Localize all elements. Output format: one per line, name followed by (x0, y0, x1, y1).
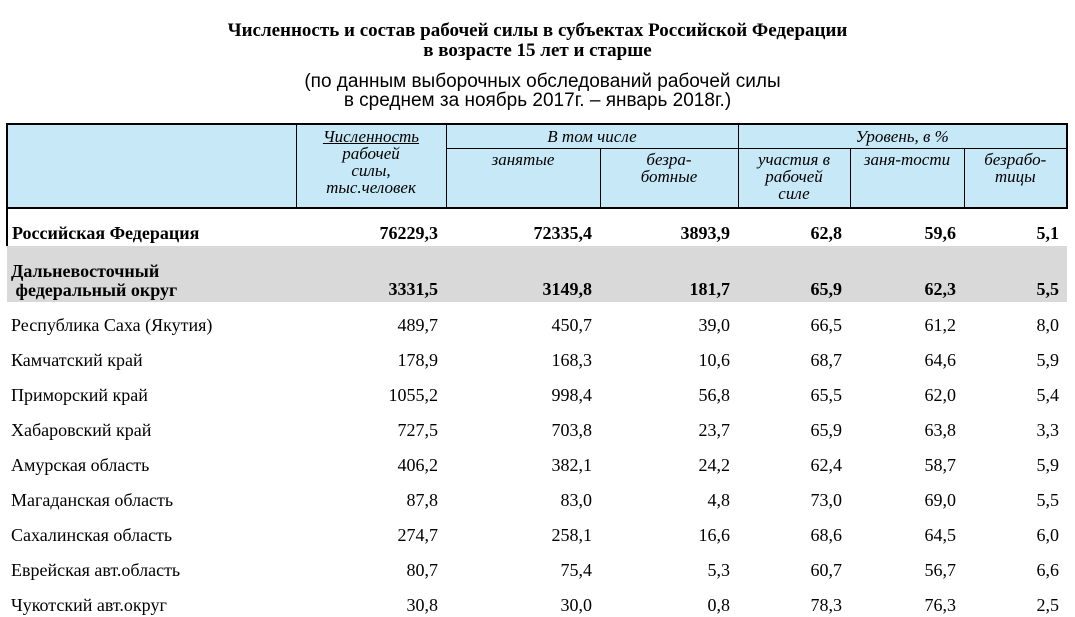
cell-labor-force: 80,7 (406, 560, 438, 580)
cell-employment: 64,6 (924, 350, 956, 370)
cell-unemployed: 3893,9 (680, 223, 730, 243)
cell-unemployment: 6,0 (1036, 525, 1059, 545)
row-name: Хабаровский край (11, 420, 152, 440)
cell-unemployed: 181,7 (600, 246, 738, 302)
cell-unemployed: 10,6 (698, 350, 730, 370)
table-row (7, 337, 1067, 372)
cell-employment: 64,5 (924, 525, 956, 545)
table-row (7, 302, 1067, 337)
cell-labor-force: 30,8 (406, 595, 438, 615)
cell-employed: 703,8 (551, 420, 592, 440)
cell-participation: 62,4 (810, 455, 842, 475)
cell-labor-force: 274,7 (397, 525, 438, 545)
table-row (7, 407, 1067, 442)
cell-unemployment: 5,9 (1036, 455, 1059, 475)
header-labor-force: Численность рабочей силы, тыс.человек (296, 124, 446, 208)
row-name: Чукотский авт.округ (11, 595, 167, 615)
row-name: Сахалинская область (11, 525, 173, 545)
row-name: Республика Саха (Якутия) (11, 315, 213, 335)
row-name: Дальневосточный федеральный округ (7, 246, 296, 302)
cell-employed: 75,4 (560, 560, 592, 580)
cell-unemployment: 5,9 (1036, 350, 1059, 370)
row-name: Еврейская авт.область (11, 560, 181, 580)
table-row-district (7, 246, 1067, 302)
header-unemployment-rate: безрабо- тицы (964, 148, 1067, 208)
cell-unemployment: 5,5 (964, 246, 1067, 302)
cell-unemployed: 23,7 (698, 420, 730, 440)
cell-unemployment: 8,0 (1036, 315, 1059, 335)
cell-unemployment: 3,3 (1036, 420, 1059, 440)
cell-employed: 258,1 (551, 525, 592, 545)
cell-participation: 68,7 (810, 350, 842, 370)
row-name: Камчатский край (11, 350, 143, 370)
cell-labor-force: 489,7 (397, 315, 438, 335)
cell-unemployed: 16,6 (698, 525, 730, 545)
row-name: Российская Федерация (7, 208, 296, 246)
title-line-2: в возрасте 15 лет и старше (423, 40, 652, 61)
table-row (7, 477, 1067, 512)
subtitle-line-1: (по данным выборочных обследований рабочей силы (304, 71, 781, 92)
cell-employed: 168,3 (551, 350, 592, 370)
cell-employment: 69,0 (924, 490, 956, 510)
cell-employed: 382,1 (551, 455, 592, 475)
page-title (0, 20, 1075, 62)
cell-employed: 30,0 (560, 595, 592, 615)
cell-labor-force: 76229,3 (379, 223, 438, 243)
cell-labor-force: 727,5 (397, 420, 438, 440)
table-row (7, 547, 1067, 582)
cell-employment: 62,0 (924, 385, 956, 405)
cell-labor-force: 87,8 (406, 490, 438, 510)
cell-employment: 62,3 (850, 246, 964, 302)
cell-employment: 59,6 (924, 223, 956, 243)
cell-unemployed: 39,0 (698, 315, 730, 335)
cell-participation: 65,5 (810, 385, 842, 405)
cell-unemployed: 24,2 (698, 455, 730, 475)
cell-unemployed: 5,3 (707, 560, 730, 580)
cell-participation: 78,3 (810, 595, 842, 615)
cell-employment: 58,7 (924, 455, 956, 475)
cell-labor-force: 406,2 (397, 455, 438, 475)
cell-participation: 68,6 (810, 525, 842, 545)
cell-participation: 60,7 (810, 560, 842, 580)
header-employed: занятые (446, 148, 600, 208)
cell-participation: 62,8 (810, 223, 842, 243)
cell-participation: 73,0 (810, 490, 842, 510)
cell-employment: 56,7 (924, 560, 956, 580)
cell-unemployed: 0,8 (707, 595, 730, 615)
row-name: Магаданская область (11, 490, 174, 510)
cell-unemployment: 5,5 (1036, 490, 1059, 510)
cell-employed: 450,7 (551, 315, 592, 335)
cell-employed: 72335,4 (533, 223, 592, 243)
table-row (7, 442, 1067, 477)
cell-unemployed: 4,8 (707, 490, 730, 510)
cell-participation: 66,5 (810, 315, 842, 335)
cell-employment: 76,3 (924, 595, 956, 615)
table-row-russia (7, 208, 1067, 246)
cell-participation: 65,9 (810, 420, 842, 440)
cell-employed: 998,4 (551, 385, 592, 405)
cell-labor-force: 1055,2 (388, 385, 438, 405)
cell-employment: 61,2 (924, 315, 956, 335)
subtitle-line-2: в среднем за ноябрь 2017г. – январь 2018г.) (343, 90, 732, 111)
table-row (7, 512, 1067, 547)
title-line-1: Численность и состав рабочей силы в субъектах Российской Федерации (227, 20, 848, 41)
cell-unemployed: 56,8 (698, 385, 730, 405)
row-name: Приморский край (11, 385, 148, 405)
cell-participation: 65,9 (738, 246, 850, 302)
cell-employed: 3149,8 (446, 246, 600, 302)
row-name: Амурская область (11, 455, 150, 475)
cell-employment: 63,8 (924, 420, 956, 440)
labor-force-table (6, 123, 1068, 617)
cell-unemployment: 6,6 (1036, 560, 1059, 580)
cell-employed: 83,0 (560, 490, 592, 510)
header-employment: заня-тости (850, 148, 964, 208)
page-subtitle (0, 71, 1075, 112)
header-group-level: Уровень, в % (738, 124, 1067, 148)
cell-unemployment: 5,4 (1036, 385, 1059, 405)
cell-unemployment: 5,1 (1036, 223, 1059, 243)
cell-unemployment: 2,5 (1036, 595, 1059, 615)
table-row (7, 582, 1067, 617)
table-row (7, 372, 1067, 407)
header-group-including: В том числе (446, 124, 738, 148)
header-region-cell (7, 124, 296, 208)
cell-labor-force: 178,9 (397, 350, 438, 370)
header-participation: участия в рабочей силе (738, 148, 850, 208)
header-unemployed: безра- ботные (600, 148, 738, 208)
cell-labor-force: 3331,5 (296, 246, 446, 302)
